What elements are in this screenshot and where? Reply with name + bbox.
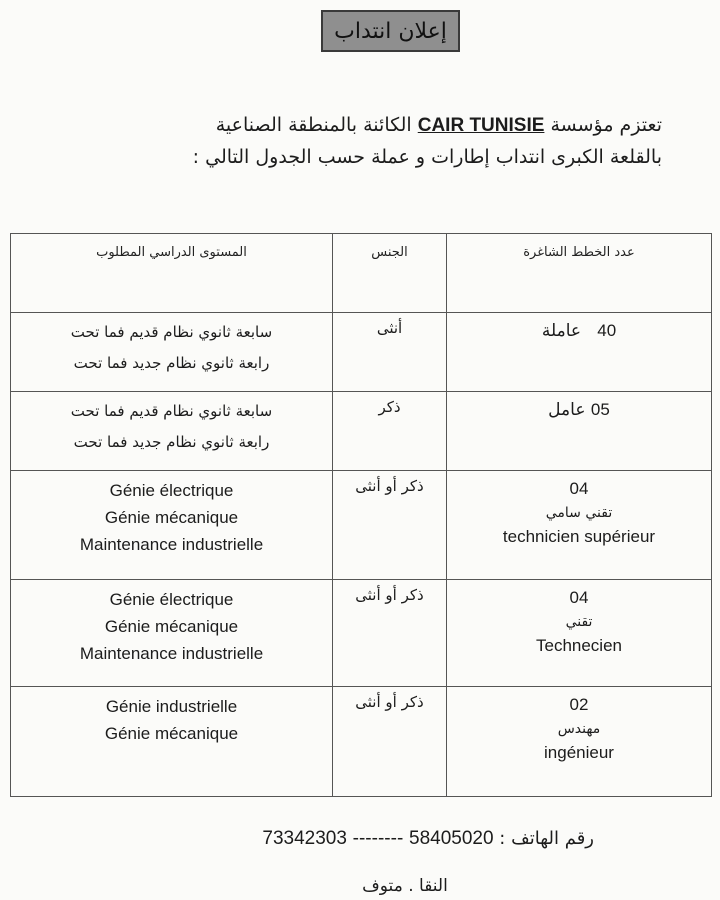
table-row xyxy=(11,313,712,392)
header-gender: الجنس xyxy=(333,234,447,313)
header-vacancies: عدد الخطط الشاغرة xyxy=(447,234,712,313)
vacancies-table xyxy=(10,233,712,797)
level-cell xyxy=(11,687,333,797)
vacancy-count-title xyxy=(447,398,711,422)
vacancy-title-ar: مهندس xyxy=(557,721,601,737)
table-header-row xyxy=(11,234,712,313)
level-cell xyxy=(11,392,333,471)
vacancy-cell xyxy=(447,392,712,471)
level-line: Génie industrielle xyxy=(105,697,238,716)
level-line: رابعة ثانوي نظام جديد فما تحت xyxy=(73,354,270,372)
vacancy-cell xyxy=(447,580,712,687)
intro-prefix: تعتزم مؤسسة xyxy=(550,114,662,136)
gender-cell: أنثى xyxy=(333,313,447,392)
company-name: CAIR TUNISIE xyxy=(417,115,545,136)
header-level: المستوى الدراسي المطلوب xyxy=(11,234,333,313)
level-cell xyxy=(11,313,333,392)
level-line: Maintenance industrielle xyxy=(79,535,264,554)
vacancy-cell xyxy=(447,471,712,580)
intro-line-2: بالقلعة الكبرى انتداب إطارات و عملة حسب الجدول التالي : xyxy=(192,146,662,168)
vacancy-title-fr: Technecien xyxy=(535,636,622,655)
table-row xyxy=(11,580,712,687)
level-line: Génie mécanique xyxy=(104,508,239,527)
vacancy-count: 40 xyxy=(597,321,617,340)
gender-cell: ذكر أو أنثى xyxy=(333,687,447,797)
level-line: سابعة ثانوي نظام قديم فما تحت xyxy=(70,402,273,420)
phone-label: رقم الهاتف : xyxy=(499,828,594,849)
announcement-title: إعلان انتداب xyxy=(321,10,460,52)
level-cell xyxy=(11,471,333,580)
vacancy-cell xyxy=(447,687,712,797)
vacancy-title-fr: ingénieur xyxy=(544,743,614,762)
vacancy-title-ar: عاملة xyxy=(541,321,582,341)
phone-separator: -------- xyxy=(352,828,404,849)
level-line: Génie électrique xyxy=(109,590,234,609)
level-line: سابعة ثانوي نظام قديم فما تحت xyxy=(70,323,273,341)
table-row xyxy=(11,471,712,580)
signature: النقا . متوف xyxy=(362,876,448,896)
gender-cell: ذكر أو أنثى xyxy=(333,471,447,580)
intro-suffix: الكائنة بالمنطقة الصناعية xyxy=(215,114,412,136)
level-line: رابعة ثانوي نظام جديد فما تحت xyxy=(73,433,270,451)
contact-phone xyxy=(262,828,594,850)
vacancy-title-ar: عامل xyxy=(548,400,586,420)
vacancy-title-ar: تقني xyxy=(565,614,593,630)
gender-cell: ذكر xyxy=(333,392,447,471)
table-row xyxy=(11,392,712,471)
level-line: Maintenance industrielle xyxy=(79,644,264,663)
table-row xyxy=(11,687,712,797)
level-line: Génie mécanique xyxy=(104,617,239,636)
gender-cell: ذكر أو أنثى xyxy=(333,580,447,687)
phone-number-2: 73342303 xyxy=(262,828,347,849)
vacancy-count: 02 xyxy=(569,695,589,714)
vacancy-title-ar: تقني سامي xyxy=(545,505,613,521)
vacancy-count: 04 xyxy=(569,479,589,498)
level-line: Génie électrique xyxy=(109,481,234,500)
intro-line-1 xyxy=(216,114,662,137)
level-line: Génie mécanique xyxy=(104,724,239,743)
vacancy-title-fr: technicien supérieur xyxy=(502,527,656,546)
vacancy-count: 04 xyxy=(569,588,589,607)
vacancy-count-title xyxy=(447,319,711,343)
vacancy-count: 05 xyxy=(590,400,610,419)
phone-number-1: 58405020 xyxy=(409,828,494,849)
level-cell xyxy=(11,580,333,687)
vacancy-cell xyxy=(447,313,712,392)
